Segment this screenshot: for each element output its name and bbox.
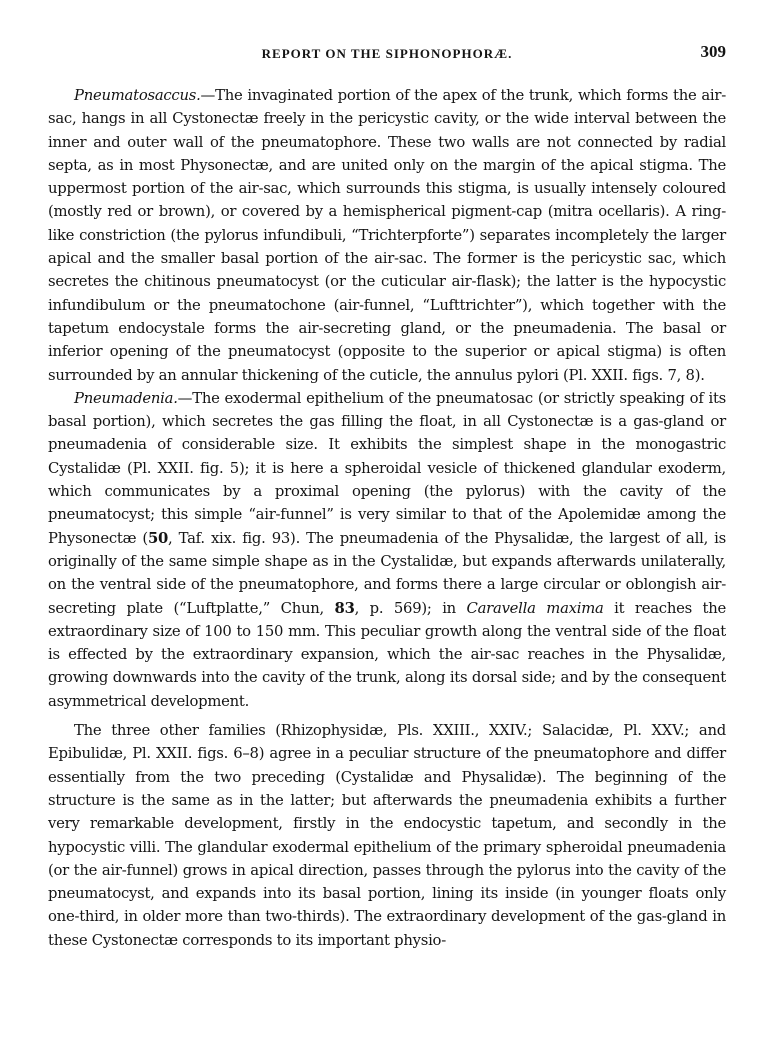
page-header — [48, 42, 726, 68]
reference-number: 83 — [334, 599, 355, 617]
section-heading-pneumatosaccus: Pneumatosaccus. — [74, 87, 201, 104]
paragraph-pneumadenia — [48, 387, 726, 713]
paragraph-text: , p. 569); in — [354, 599, 467, 617]
page-number: 309 — [700, 42, 726, 61]
document-page — [48, 42, 726, 952]
paragraph-text: it reaches the extraordinary size of 100 to 150 mm. This peculiar growth along the ventral side of the float is effected by the extraordinary expansion, which the air-sac reaches in the Physalidæ, growing downwards into the cavity of the trunk, along its dorsal side; and by the consequent asymmetrical development. — [48, 599, 726, 710]
section-heading-pneumadenia: Pneumadenia. — [74, 389, 178, 407]
reference-number: 50 — [147, 529, 169, 547]
paragraph-text: —The exodermal epithelium of the pneumatosac (or strictly speaking of its basal portion), which secretes the gas filling the float, in all Cystonectæ is a gas-gland or pneumadenia of considerable size. It exhibits the simplest shape in the monogastric Cystalidæ (Pl. XXII. fig. 5); it is here a spheroidal vesicle of thickened glandular exoderm, which communicates by a proximal opening (the pylorus) with the cavity of the pneumatocyst; this simple “air-funnel” is very similar to that of the Apolemidæ among the Physonectæ ( — [48, 389, 726, 547]
paragraph-other-families — [48, 719, 726, 952]
paragraph-text: The three other families (Rhizophysidæ, Pls. XXIII., XXIV.; Salacidæ, Pl. XXV.; and Epibulidæ, Pl. XXII. figs. 6–8) agree in a peculiar structure of the pneumatophore and differ essentially from the two preceding (Cystalidæ and Physalidæ). The beginning of the structure is the same as in the latter; but afterwards the pneumadenia exhibits a further very remarkable development, firstly in the endocystic tapetum, and secondly in the hypocystic villi. The glandular exodermal epithelium of the primary spheroidal pneumadenia (or the air-funnel) grows in apical direction, passes through the pylorus into the cavity of the pneumatocyst, and expands into its basal portion, lining its inside (in younger floats only one-third, in older more than two-thirds). The extraordinary development of the gas-gland in these Cystonectæ corresponds to its important physio- — [48, 722, 726, 949]
running-title: REPORT ON THE SIPHONOPHORÆ. — [261, 46, 513, 61]
species-name: Caravella maxima — [466, 599, 604, 617]
paragraph-text: —The invaginated portion of the apex of the trunk, which forms the air-sac, hangs in all Cystonectæ freely in the pericystic cavity, or the wide interval between the inner and outer wall of the pneumatophore. These two walls are not connected by radial septa, as in most Physonectæ, and are united only on the margin of the apical stigma. The uppermost portion of the air-sac, which surrounds this stigma, is usually intensely coloured (mostly red or brown), or covered by a hemispherical pigment-cap (mitra ocellaris). A ring-like constriction (the pylorus infundibuli, “Trichterpforte”) separates incompletely the larger apical and the smaller basal portion of the air-sac. The former is the pericystic sac, which secretes the chitinous pneumatocyst (or the cuticular air-flask); the latter is the hypocystic infundibulum or the pneumatochone (air-funnel, “Lufttrichter”), which together with the tapetum endocystale forms the air-secreting gland, or the pneumadenia. The basal or inferior opening of the pneumatocyst (opposite to the superior or apical stigma) is often surrounded by an annular thickening of the cuticle, the annulus pylori (Pl. XXII. figs. 7, 8). — [48, 87, 726, 384]
paragraph-pneumatosaccus — [48, 84, 726, 387]
body-text — [48, 84, 726, 952]
paragraph-text: , Taf. xix. fig. 93). The pneumadenia of the Physalidæ, the largest of all, is originally of the same simple shape as in the Cystalidæ, but expands afterwards unilaterally, on the ventral side of the pneumatophore, and forms there a large circular or oblongish air-secreting plate (“Luftplatte,” Chun, — [48, 529, 726, 617]
